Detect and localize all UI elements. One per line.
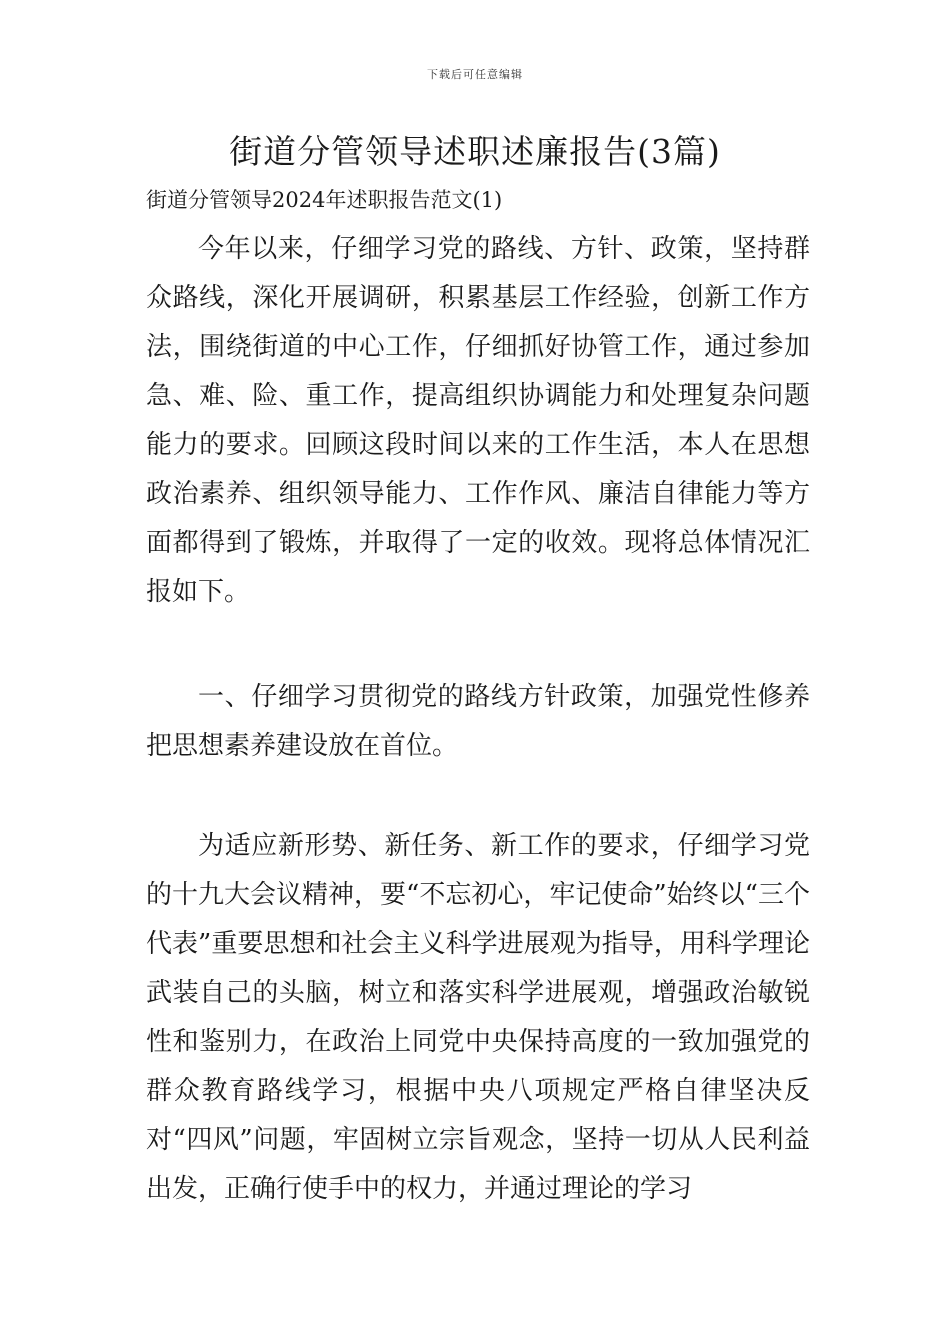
document-title: 街道分管领导述职述廉报告(3篇) xyxy=(229,132,721,171)
document-subtitle: 街道分管领导2024年述职报告范文(1) xyxy=(146,188,503,212)
section-heading-1: 一、仔细学习贯彻党的路线方针政策，加强党性修养把思想素养建设放在首位。 xyxy=(146,682,810,761)
body-paragraph-study: 为适应新形势、新任务、新工作的要求，仔细学习党的十九大会议精神，要“不忘初心，牢记使命”始终以“三个代表”重要思想和社会主义科学进展观为指导，用科学理论武装自己的头脑，树立和落实科学进展观，增强政治敏锐性和鉴别力，在政治上同党中央保持高度的一致加强党的群众教育路线学习，根据中央八项规定严格自律坚决反对“四风”问题，牢固树立宗旨观念，坚持一切从人民利益出发，正确行使手中的权力，并通过理论的学习 xyxy=(146,831,810,1204)
body-paragraph-intro: 今年以来，仔细学习党的路线、方针、政策，坚持群众路线，深化开展调研，积累基层工作经验，创新工作方法，围绕街道的中心工作，仔细抓好协管工作，通过参加急、难、险、重工作，提高组织协调能力和处理复杂问题能力的要求。回顾这段时间以来的工作生活，本人在思想政治素养、组织领导能力、工作作风、廉洁自律能力等方面都得到了锻炼，并取得了一定的收效。现将总体情况汇报如下。 xyxy=(146,234,810,607)
page-header-note: 下载后可任意编辑 xyxy=(427,68,523,81)
